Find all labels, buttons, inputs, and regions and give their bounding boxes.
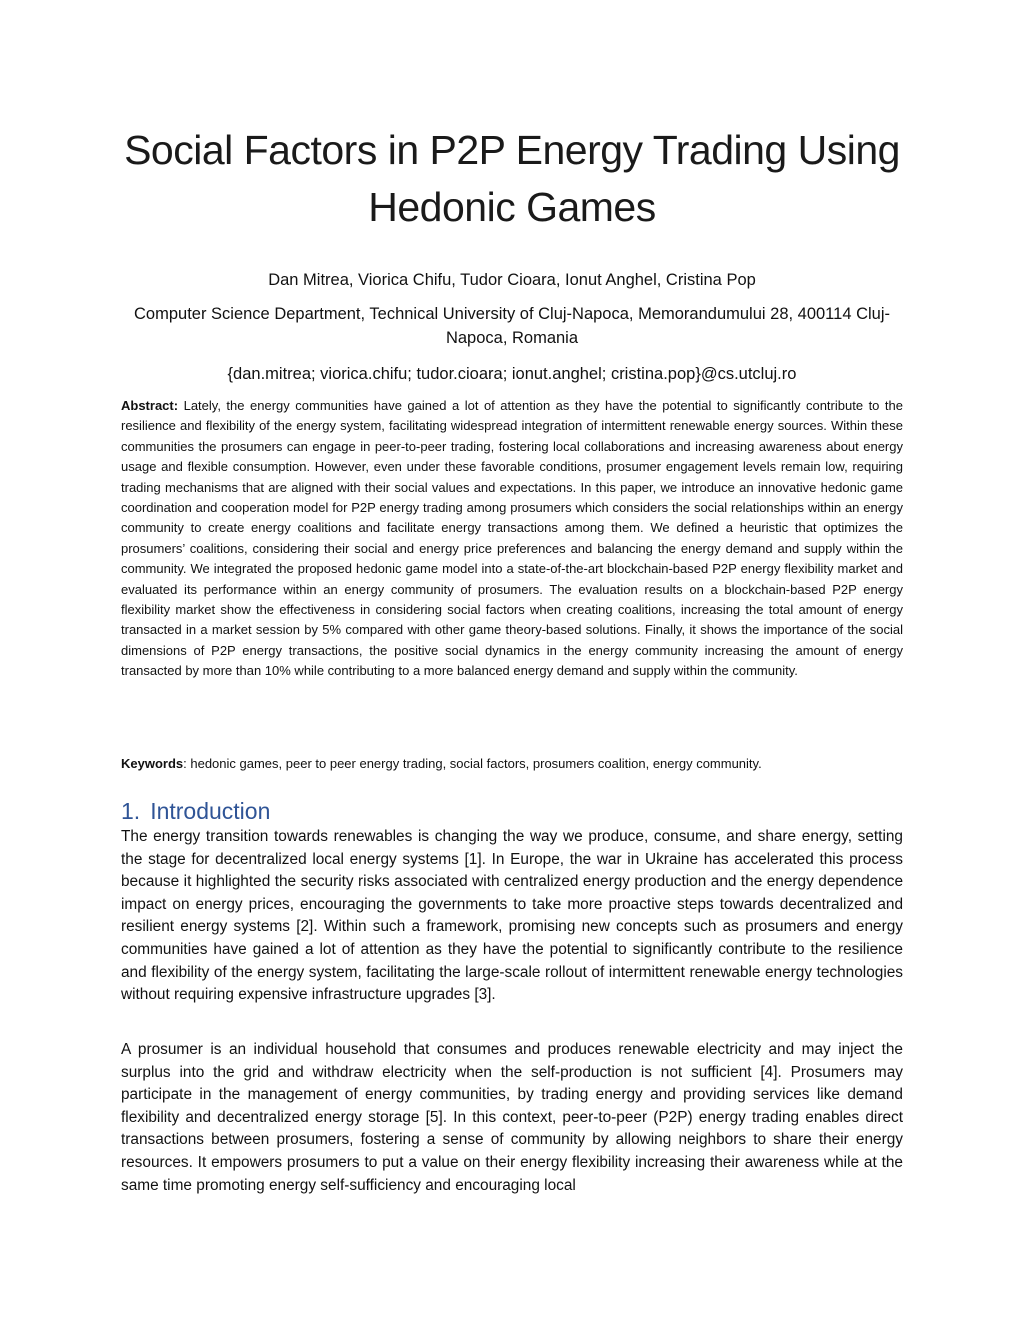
affiliation: Computer Science Department, Technical University of Cluj-Napoca, Memorandumului 28, 400114 Cluj-Napoca, Romania	[134, 305, 890, 347]
author-emails: {dan.mitrea; viorica.chifu; tudor.cioara; ionut.anghel; cristina.pop}@cs.utcluj.ro	[227, 365, 797, 383]
author-list: Dan Mitrea, Viorica Chifu, Tudor Cioara, Ionut Anghel, Cristina Pop	[268, 271, 756, 289]
body-paragraph: A prosumer is an individual household that consumes and produces renewable electricity and may inject the surplus into the grid and withdraw electricity when the self-production is not sufficient [4]. Prosumers may participate in the management of energy communities, by trading energy and providing services like demand flexibility and decentralized energy storage [5]. In this context, peer-to-peer (P2P) energy trading enables direct transactions between prosumers, fostering a sense of community by allowing neighbors to share their energy resources. It empowers prosumers to put a value on their energy flexibility increasing their awareness while at the same time promoting energy self-sufficiency and encouraging local	[121, 1041, 903, 1194]
abstract-label: Abstract:	[121, 398, 179, 413]
keywords-text: : hedonic games, peer to peer energy trading, social factors, prosumers coalition, energy community.	[183, 756, 762, 771]
paper-title: Social Factors in P2P Energy Trading Using Hedonic Games	[124, 127, 900, 230]
abstract	[121, 396, 903, 682]
keywords-label: Keywords	[121, 756, 184, 771]
section-heading-introduction	[121, 796, 270, 826]
body-paragraph: The energy transition towards renewables is changing the way we produce, consume, and share energy, setting the stage for decentralized local energy systems [1]. In Europe, the war in Ukraine has accelerated this process because it highlighted the security risks associated with centralized energy production and the energy dependence impact on energy prices, encouraging the governments to take more proactive steps towards decentralized and resilient energy systems [2]. Within such a framework, promising new concepts such as prosumers and energy communities have gained a lot of attention as they have the potential to significantly contribute to the resilience and flexibility of the energy system, facilitating the large-scale rollout of intermittent renewable energy technologies without requiring expensive infrastructure upgrades [3].	[121, 828, 903, 1004]
section-title: Introduction	[150, 798, 271, 824]
section-number: 1.	[121, 798, 141, 824]
abstract-text: Lately, the energy communities have gained a lot of attention as they have the potential to significantly contribute to the resilience and flexibility of the energy system, facilitating widespread integration of intermittent renewable energy sources. Within these communities the prosumers can engage in peer-to-peer trading, fostering local collaborations and increasing awareness about energy usage and flexible consumption. However, even under these favorable conditions, prosumer engagement levels remain low, requiring trading mechanisms that are aligned with their social values and expectations. In this paper, we introduce an innovative hedonic game coordination and cooperation model for P2P energy trading among prosumers which considers the social relationships within an energy community to create energy coalitions and facilitate energy transactions among them. We defined a heuristic that optimizes the prosumers’ coalitions, considering their social and energy price preferences and balancing the energy demand and supply within the community. We integrated the proposed hedonic game model into a state-of-the-art blockchain-based P2P energy flexibility market and evaluated its performance within an energy community of prosumers. The evaluation results on a blockchain-based P2P energy flexibility market show the effectiveness in considering social factors when creating coalitions, increasing the total amount of energy transacted in a market session by 5% compared with other game theory-based solutions. Finally, it shows the importance of the social dimensions of P2P energy transactions, the positive social dynamics in the energy community increasing the amount of energy transacted by more than 10% while contributing to a more balanced energy demand and supply within the community.	[121, 398, 903, 679]
keywords	[121, 754, 903, 774]
